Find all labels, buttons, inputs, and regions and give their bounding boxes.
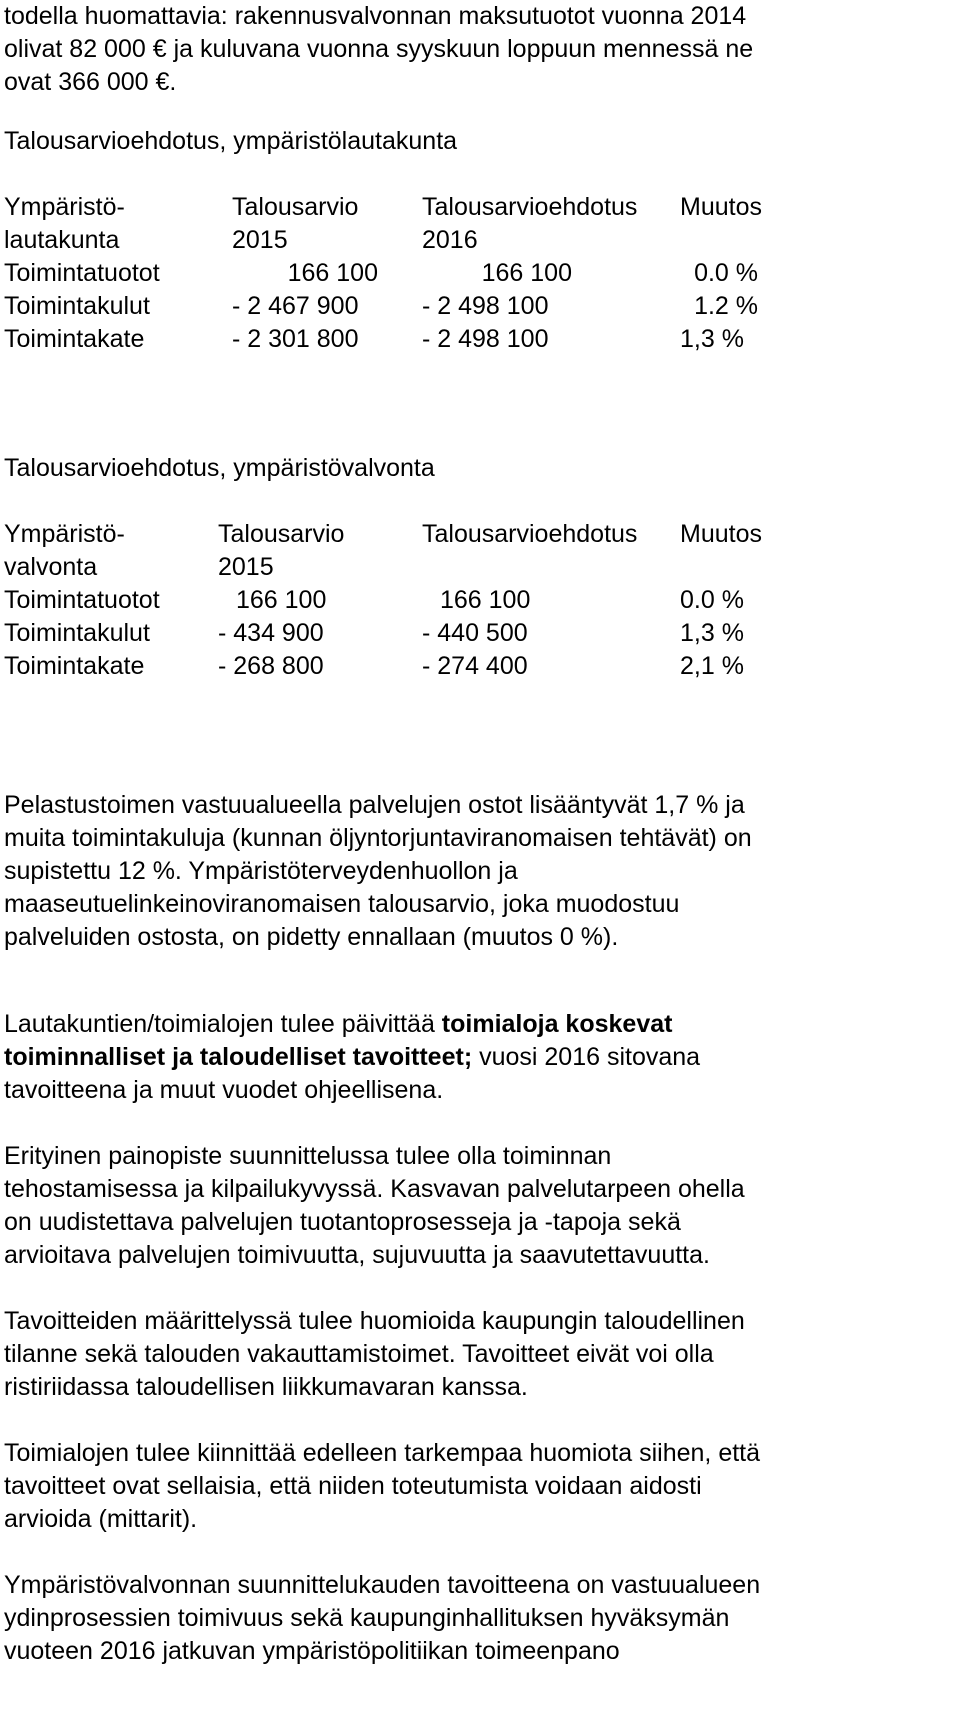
row-label: Toimintatuotot <box>4 259 160 287</box>
proposal-value: 166 100 <box>481 259 572 287</box>
paragraph-targets <box>4 1305 745 1404</box>
paragraph-line: arvioida (mittarit). <box>4 1505 198 1533</box>
section2-heading: Talousarvioehdotus, ympäristövalvonta <box>4 454 435 482</box>
paragraph-line: Pelastustoimen vastuualueella palvelujen ostot lisääntyvät 1,7 % ja <box>4 791 745 819</box>
row-label: Toimintakulut <box>4 619 150 647</box>
paragraph-metrics <box>4 1437 760 1536</box>
row-label: Toimintatuotot <box>4 586 160 614</box>
column-header-change: Muutos <box>680 193 762 221</box>
table-row <box>4 617 780 650</box>
budget-value: - 2 301 800 <box>232 325 359 353</box>
table-row <box>4 257 780 290</box>
table-row <box>4 584 780 617</box>
proposal-value: - 274 400 <box>422 652 528 680</box>
intro-line: todella huomattavia: rakennusvalvonnan maksutuotot vuonna 2014 <box>4 2 747 30</box>
row-label: Toimintakate <box>4 652 145 680</box>
intro-line: ovat 366 000 €. <box>4 68 177 96</box>
change-value: 0.0 % <box>694 259 758 287</box>
paragraph-goals <box>4 1008 700 1107</box>
paragraph-line: tehostamisessa ja kilpailukyvyssä. Kasvavan palvelutarpeen ohella <box>4 1175 745 1203</box>
table-row <box>4 290 780 323</box>
paragraph-priorities <box>4 1140 745 1272</box>
budget-value: - 2 467 900 <box>232 292 359 320</box>
bold-text: toiminnalliset ja taloudelliset tavoitteet; <box>4 1043 473 1071</box>
paragraph-line: vuoteen 2016 jatkuvan ympäristöpolitiikan toimeenpano <box>4 1637 620 1665</box>
column-header-change: Muutos <box>680 520 762 548</box>
paragraph-line: Tavoitteiden määrittelyssä tulee huomioida kaupungin taloudellinen <box>4 1307 745 1335</box>
proposal-value: - 440 500 <box>422 619 528 647</box>
paragraph-line: Ympäristövalvonnan suunnittelukauden tavoitteena on vastuualueen <box>4 1571 761 1599</box>
paragraph-line: tavoitteena ja muut vuodet ohjeellisena. <box>4 1076 444 1104</box>
table-row <box>4 323 780 356</box>
budget-value: 166 100 <box>236 586 327 614</box>
column-header-budget: Talousarvio 2015 <box>218 520 345 581</box>
paragraph-line: muita toimintakuluja (kunnan öljyntorjuntaviranomaisen tehtävät) on <box>4 824 752 852</box>
change-value: 1.2 % <box>694 292 758 320</box>
paragraph-environment <box>4 1569 760 1668</box>
row-label: Toimintakate <box>4 325 145 353</box>
paragraph-line: ydinprosessien toimivuus sekä kaupunginhallituksen hyväksymän <box>4 1604 730 1632</box>
change-value: 0.0 % <box>680 586 744 614</box>
proposal-value: - 2 498 100 <box>422 325 549 353</box>
proposal-value: 166 100 <box>440 586 531 614</box>
table-row <box>4 650 780 683</box>
paragraph-fire-services <box>4 789 752 954</box>
change-value: 2,1 % <box>680 652 744 680</box>
section1-heading: Talousarvioehdotus, ympäristölautakunta <box>4 127 458 155</box>
paragraph-line: supistettu 12 %. Ympäristöterveydenhuollon ja <box>4 857 518 885</box>
proposal-value: - 2 498 100 <box>422 292 549 320</box>
budget-value: - 268 800 <box>218 652 324 680</box>
row-label: Toimintakulut <box>4 292 150 320</box>
intro-paragraph <box>4 0 753 99</box>
column-header-unit: Ympäristö- lautakunta <box>4 193 125 254</box>
paragraph-line: Toimialojen tulee kiinnittää edelleen tarkempaa huomiota siihen, että <box>4 1439 761 1467</box>
paragraph-line: Erityinen painopiste suunnittelussa tulee olla toiminnan <box>4 1142 612 1170</box>
column-header-proposal: Talousarvioehdotus 2016 <box>422 193 638 254</box>
paragraph-line: on uudistettava palvelujen tuotantoprosesseja ja -tapoja sekä <box>4 1208 681 1236</box>
budget-value: - 434 900 <box>218 619 324 647</box>
section2-table <box>4 518 780 683</box>
column-header-proposal: Talousarvioehdotus <box>422 520 638 548</box>
paragraph-line: palveluiden ostosta, on pidetty ennallaan (muutos 0 %). <box>4 923 619 951</box>
table-header-row <box>4 191 780 257</box>
table-header-row <box>4 518 780 584</box>
paragraph-line: Lautakuntien/toimialojen tulee päivittää toimialoja koskevat <box>4 1010 673 1038</box>
paragraph-line: tilanne sekä talouden vakauttamistoimet. Tavoitteet eivät voi olla <box>4 1340 714 1368</box>
paragraph-line: maaseutuelinkeinoviranomaisen talousarvio, joka muodostuu <box>4 890 680 918</box>
bold-text: toimialoja koskevat <box>441 1010 673 1038</box>
change-value: 1,3 % <box>680 325 744 353</box>
paragraph-line: arvioitava palvelujen toimivuutta, sujuvuutta ja saavutettavuutta. <box>4 1241 710 1269</box>
intro-line: olivat 82 000 € ja kuluvana vuonna syyskuun loppuun mennessä ne <box>4 35 754 63</box>
column-header-unit: Ympäristö- valvonta <box>4 520 125 581</box>
paragraph-line: ristiriidassa taloudellisen liikkumavaran kanssa. <box>4 1373 528 1401</box>
budget-value: 166 100 <box>287 259 378 287</box>
paragraph-line: toiminnalliset ja taloudelliset tavoitteet; vuosi 2016 sitovana <box>4 1043 701 1071</box>
column-header-budget: Talousarvio 2015 <box>232 193 359 254</box>
paragraph-line: tavoitteet ovat sellaisia, että niiden toteutumista voidaan aidosti <box>4 1472 702 1500</box>
change-value: 1,3 % <box>680 619 744 647</box>
section1-table <box>4 191 780 356</box>
